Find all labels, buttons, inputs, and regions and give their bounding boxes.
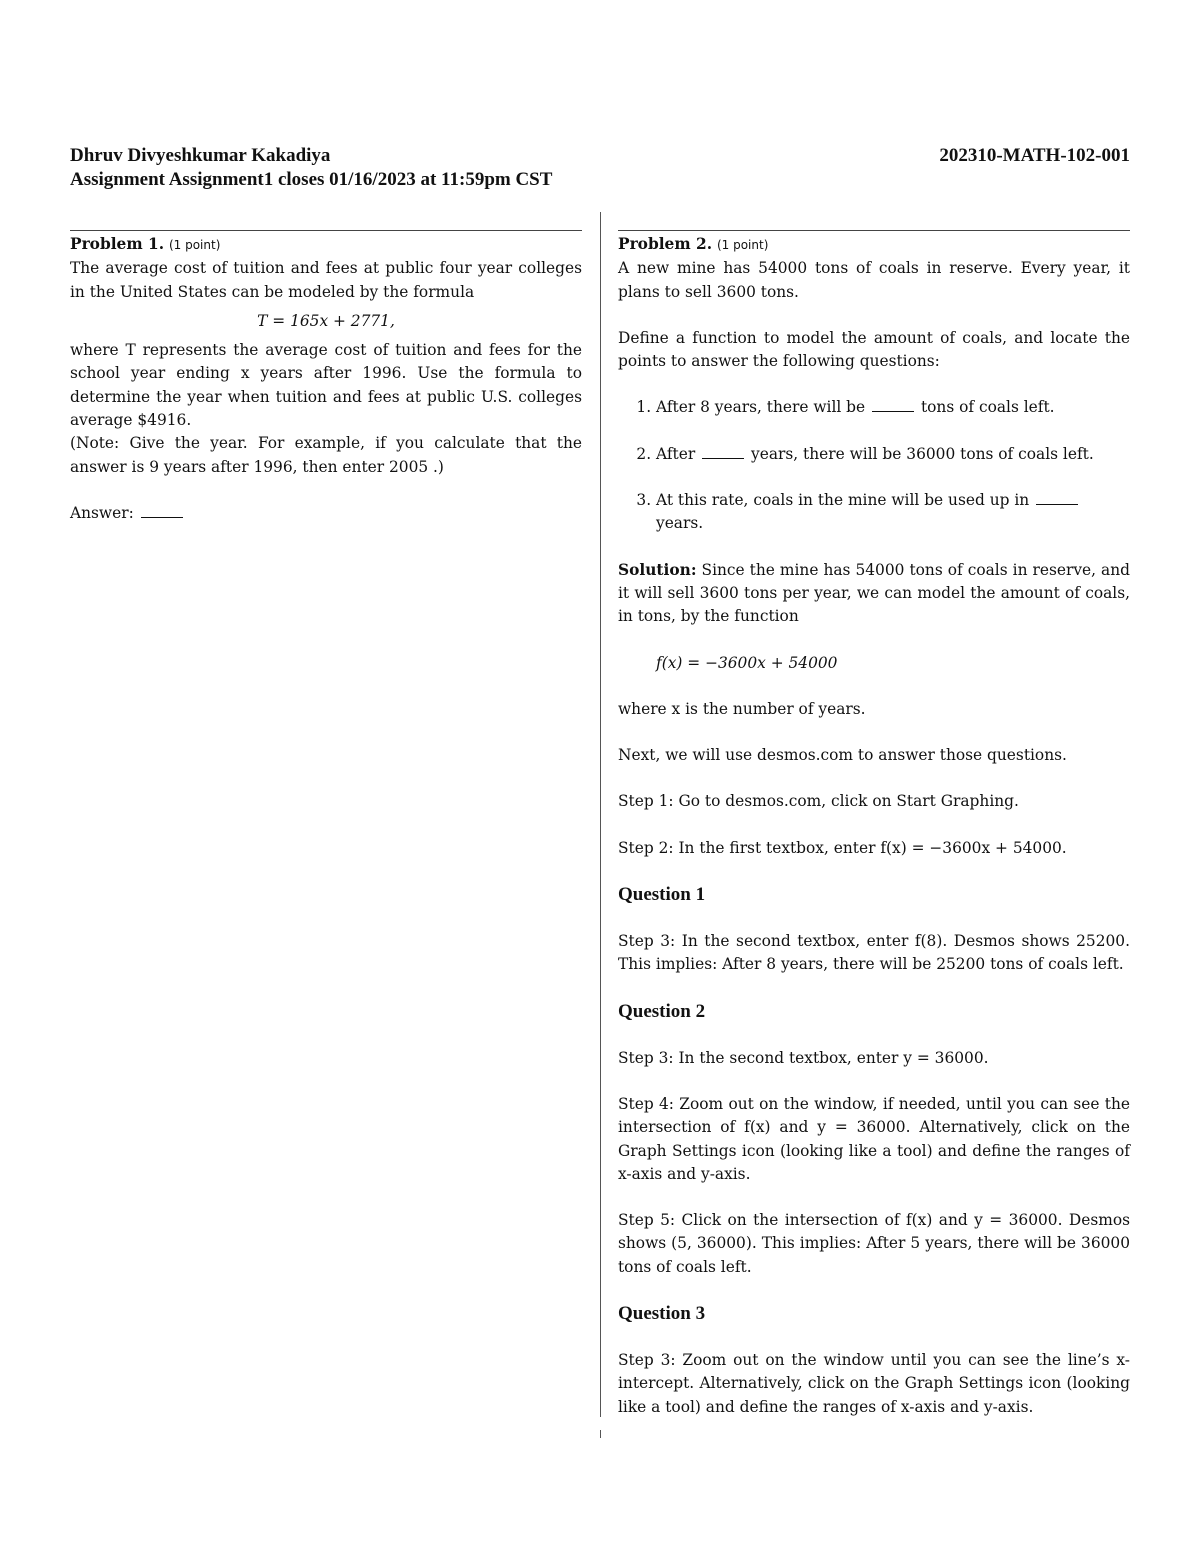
problem-1 [70, 230, 582, 525]
problem-1-intro: The average cost of tuition and fees at public four year colleges in the United States can be modeled by the formula [70, 259, 582, 301]
column-divider-tick [600, 1430, 601, 1438]
q2-step-3: Step 3: In the second textbox, enter y = 36000. [618, 1048, 989, 1067]
answer-label: Answer: [70, 503, 134, 522]
problem-2-points: (1 point) [716, 238, 769, 252]
problem-1-rule [70, 230, 582, 231]
question-2-heading: Question 2 [618, 1000, 706, 1022]
question-2-text-end: years, there will be 36000 tons of coals left. [751, 444, 1094, 463]
question-list [618, 396, 1130, 535]
question-item-1 [656, 396, 1130, 419]
student-name: Dhruv Divyeshkumar Kakadiya [70, 145, 331, 166]
q2-step-5: Step 5: Click on the intersection of f(x) and y = 36000. Desmos shows (5, 36000). This implies: After 5 years, there will be 36000 tons of coals left. [618, 1211, 1130, 1276]
question-item-2 [656, 443, 1130, 466]
question-3-text-end: years. [656, 514, 704, 533]
question-1-text-end: tons of coals left. [920, 398, 1055, 417]
problem-2-heading [618, 233, 1130, 257]
question-1-blank-input[interactable] [872, 397, 914, 412]
column-divider [600, 212, 601, 1417]
problem-1-title: Problem 1. [70, 235, 165, 253]
problem-2-rule [618, 230, 1130, 231]
q2-step-4: Step 4: Zoom out on the window, if needed, until you can see the intersection of f(x) and y = 36000. Alternatively, click on the Graph Settings icon (looking like a tool) and define the ranges of x-axis and y-axis. [618, 1094, 1130, 1183]
problem-1-formula: T = 165x + 2771, [257, 311, 395, 330]
q1-step-3: Step 3: In the second textbox, enter f(8). Desmos shows 25200. This implies: After 8 years, there will be 25200 tons of coals left. [618, 932, 1130, 974]
q3-step-3: Step 3: Zoom out on the window until you can see the line’s x-intercept. Alternatively, click on the Graph Settings icon (looking like a tool) and define the ranges of x-axis and y-axis. [618, 1351, 1130, 1416]
next-text: Next, we will use desmos.com to answer those questions. [618, 746, 1067, 765]
step-2: Step 2: In the first textbox, enter f(x) = −3600x + 54000. [618, 838, 1067, 857]
question-1-heading: Question 1 [618, 884, 706, 906]
problem-1-points: (1 point) [168, 238, 221, 252]
solution-paragraph [618, 559, 1130, 629]
problem-2 [618, 230, 1130, 1419]
question-3-heading: Question 3 [618, 1303, 706, 1325]
course-code: 202310-MATH-102-001 [939, 145, 1130, 166]
solution-label: Solution: [618, 560, 697, 579]
assignment-line: Assignment Assignment1 closes 01/16/2023 at 11:59pm CST [70, 169, 553, 190]
answer-blank-input[interactable] [141, 503, 183, 518]
problem-1-body: where T represents the average cost of tuition and fees for the school year ending x years after 1996. Use the formula to determine the year when tuition and fees at public U.S. colleges average $4916. [70, 341, 582, 430]
problem-2-intro: A new mine has 54000 tons of coals in reserve. Every year, it plans to sell 3600 tons. [618, 259, 1130, 301]
page-header [70, 144, 1130, 192]
problem-1-heading [70, 233, 582, 257]
problem-2-title: Problem 2. [618, 235, 713, 253]
question-1-text: After 8 years, there will be [656, 398, 866, 417]
step-1: Step 1: Go to desmos.com, click on Start Graphing. [618, 792, 1019, 811]
model-function: f(x) = −3600x + 54000 [656, 653, 838, 672]
problem-1-answer [70, 502, 582, 525]
where-text: where x is the number of years. [618, 699, 866, 718]
solution-text: Since the mine has 54000 tons of coals in reserve, and it will sell 3600 tons per year, we can model the amount of coals, in tons, by the function [618, 560, 1130, 626]
question-item-3 [656, 489, 1130, 536]
problem-1-note: (Note: Give the year. For example, if you calculate that the answer is 9 years after 1996, then enter 2005 .) [70, 434, 582, 476]
question-2-blank-input[interactable] [702, 444, 744, 459]
question-2-text: After [656, 444, 696, 463]
question-3-text: At this rate, coals in the mine will be used up in [656, 491, 1030, 510]
problem-2-instruction: Define a function to model the amount of coals, and locate the points to answer the following questions: [618, 328, 1130, 371]
question-3-blank-input[interactable] [1036, 490, 1078, 505]
